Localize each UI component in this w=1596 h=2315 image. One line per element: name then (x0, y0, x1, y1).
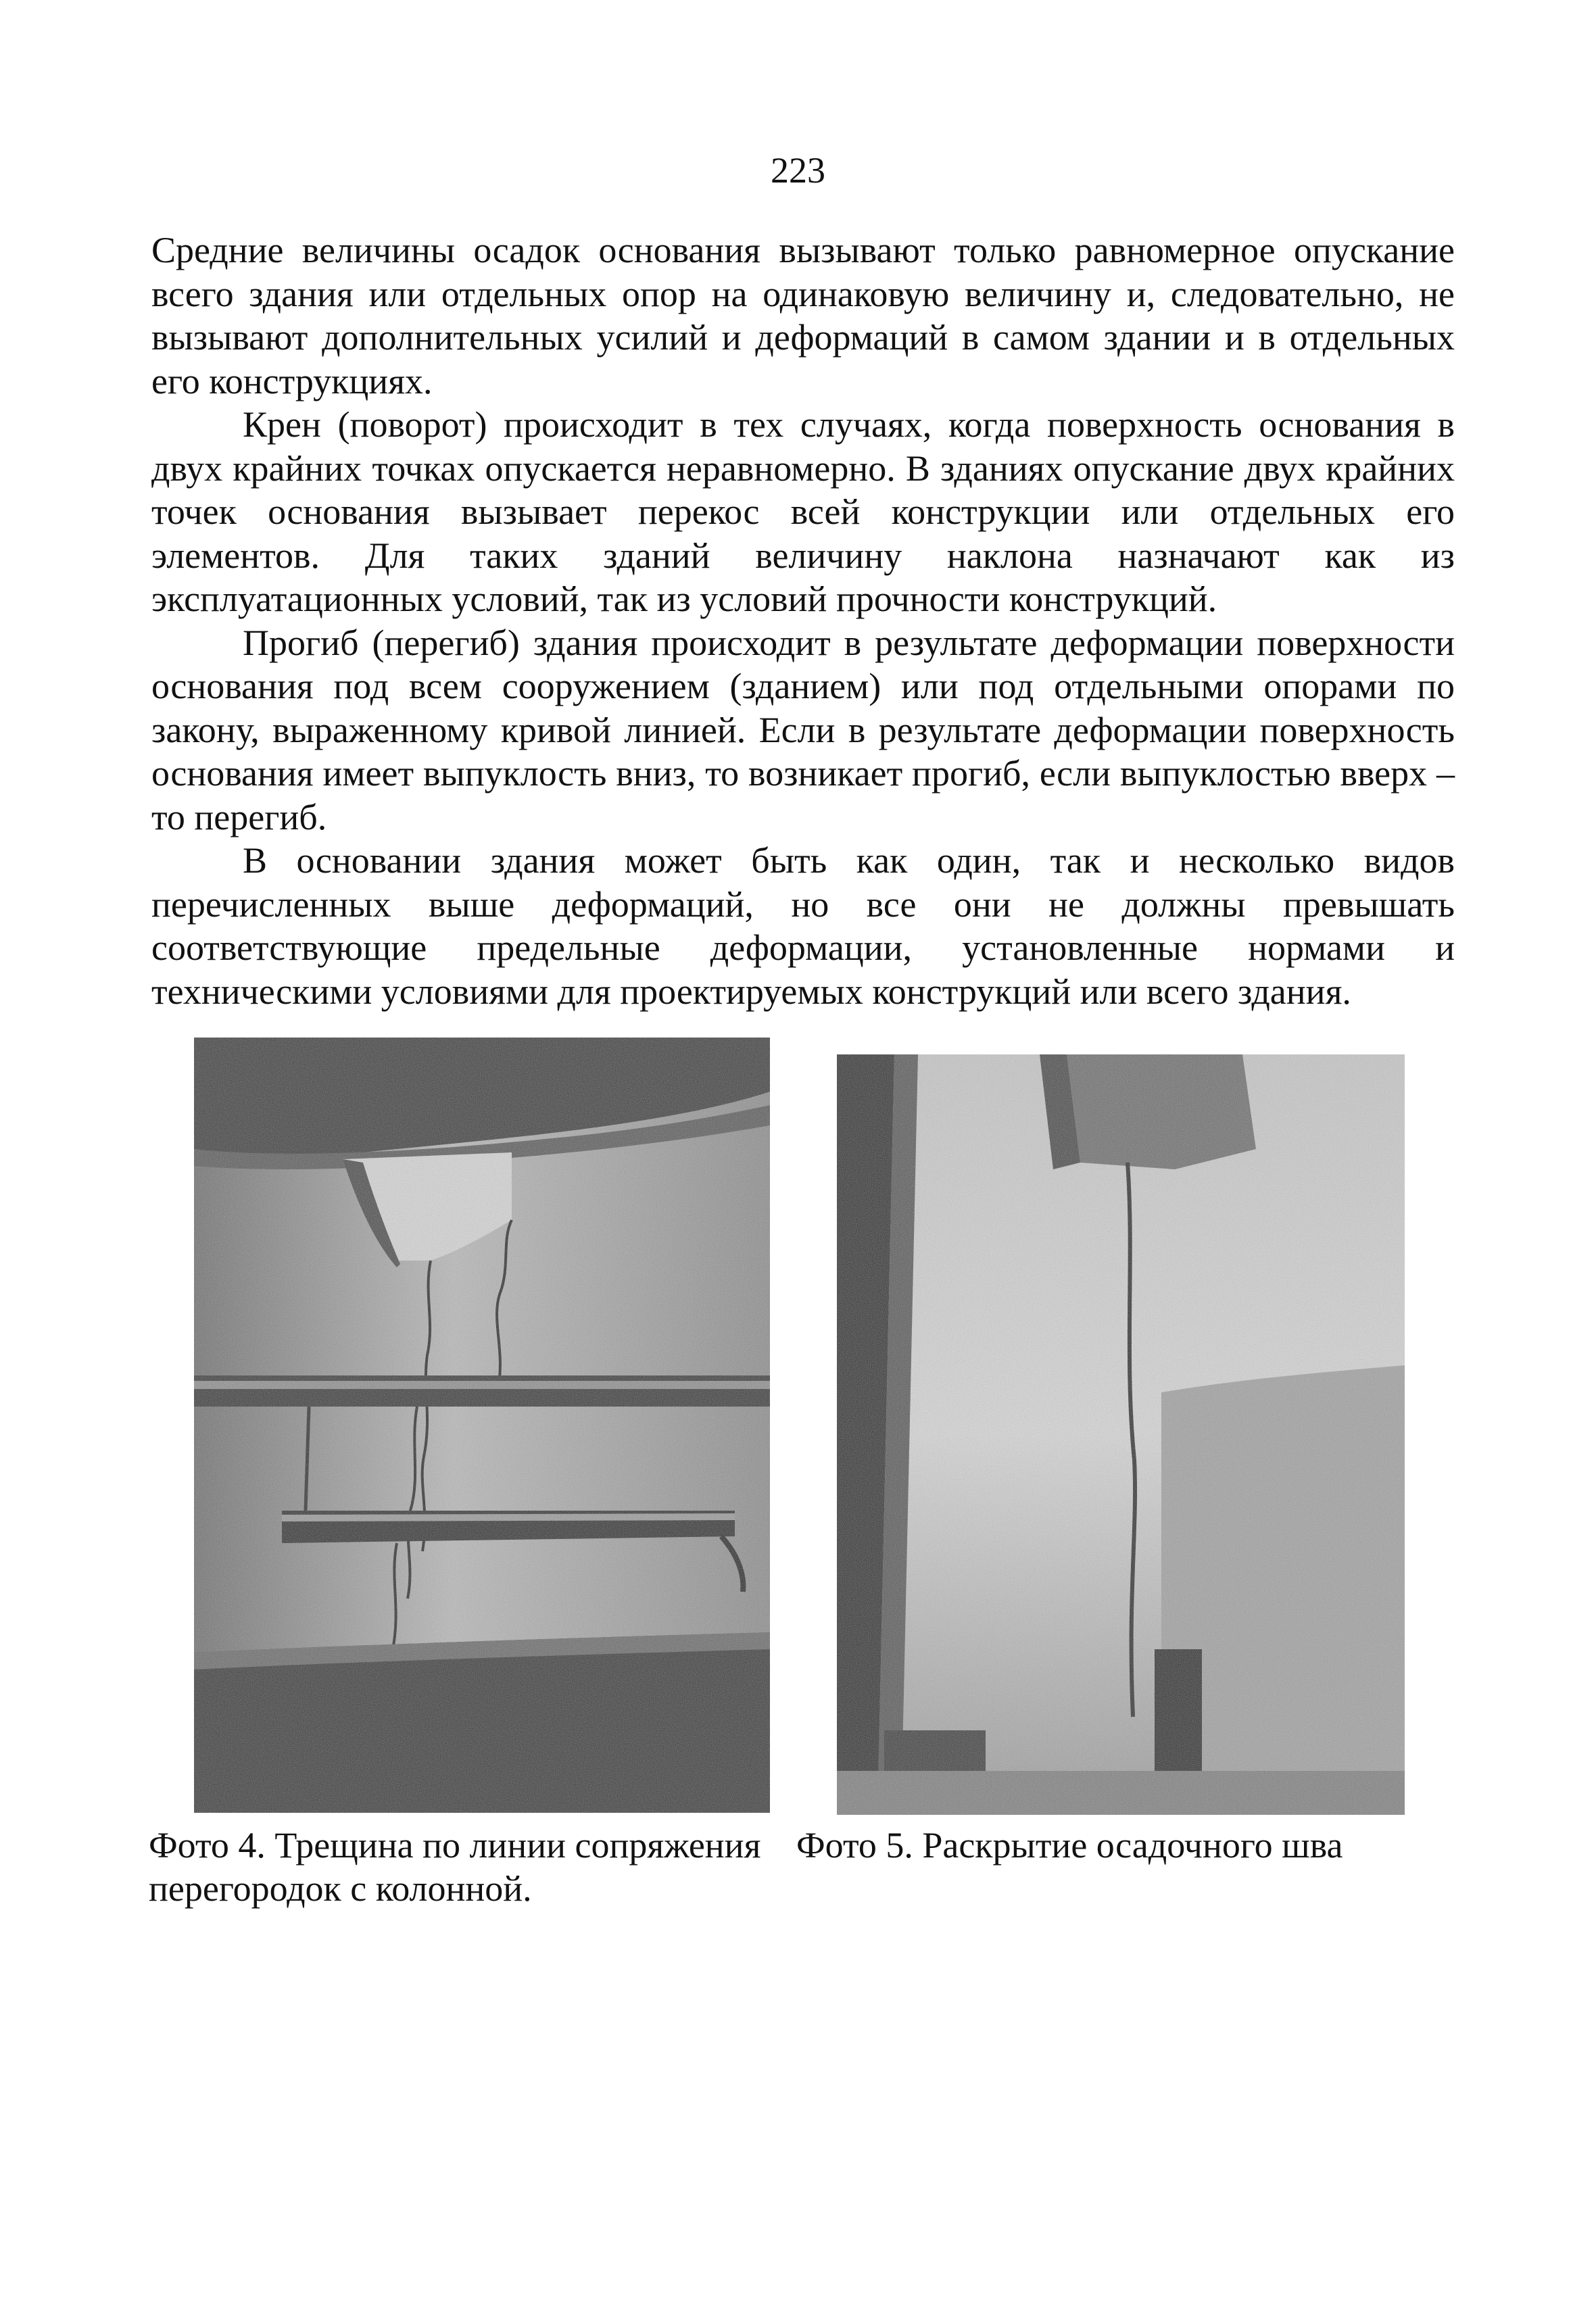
photo-settlement-joint-opening (837, 1054, 1405, 1815)
paragraph-combined-deformations: В основании здания может быть как один, так и несколько видов перечисленных выше деформаций, но все они не должны превышать соответствующие предельные деформации, установленные нормами и техническими условиями для проектируемых конструкций или всего здания. (151, 840, 1455, 1012)
photo-crack-partition-column (194, 1038, 770, 1813)
paragraph-tilt: Крен (поворот) происходит в тех случаях, когда поверхность основания в двух крайних точках опускается неравномерно. В зданиях опускание двух крайних точек основания вызывает перекос всей конструкции или отдельных его элементов. Для таких зданий величину наклона назначают как из эксплуатационных условий, так из условий прочности конструкций. (151, 404, 1455, 619)
paragraph-deflection: Прогиб (перегиб) здания происходит в результате деформации поверхности основания под всем сооружением (зданием) или под отдельными опорами по закону, выраженному кривой линией. Если в результате деформации поверхность основания имеет выпуклость вниз, то возникает прогиб, если выпуклостью вверх – то перегиб. (151, 622, 1455, 837)
photo-4-caption: Фото 4. Трещина по линии сопряжения (149, 1825, 761, 1866)
paragraph-average-settlement: Средние величины осадок основания вызывают только равномерное опускание всего здания или отдельных опор на одинаковую величину и, следовательно, не вызывают дополнительных усилий и деформаций в самом здании и в отдельных его конструкциях. (151, 230, 1455, 401)
page-number: 223 (771, 150, 825, 191)
body-text (151, 228, 1455, 1013)
photo-5-caption: Фото 5. Раскрытие осадочного шва (796, 1825, 1343, 1866)
photo-4-caption-continued: перегородок с колонной. (149, 1868, 532, 1909)
